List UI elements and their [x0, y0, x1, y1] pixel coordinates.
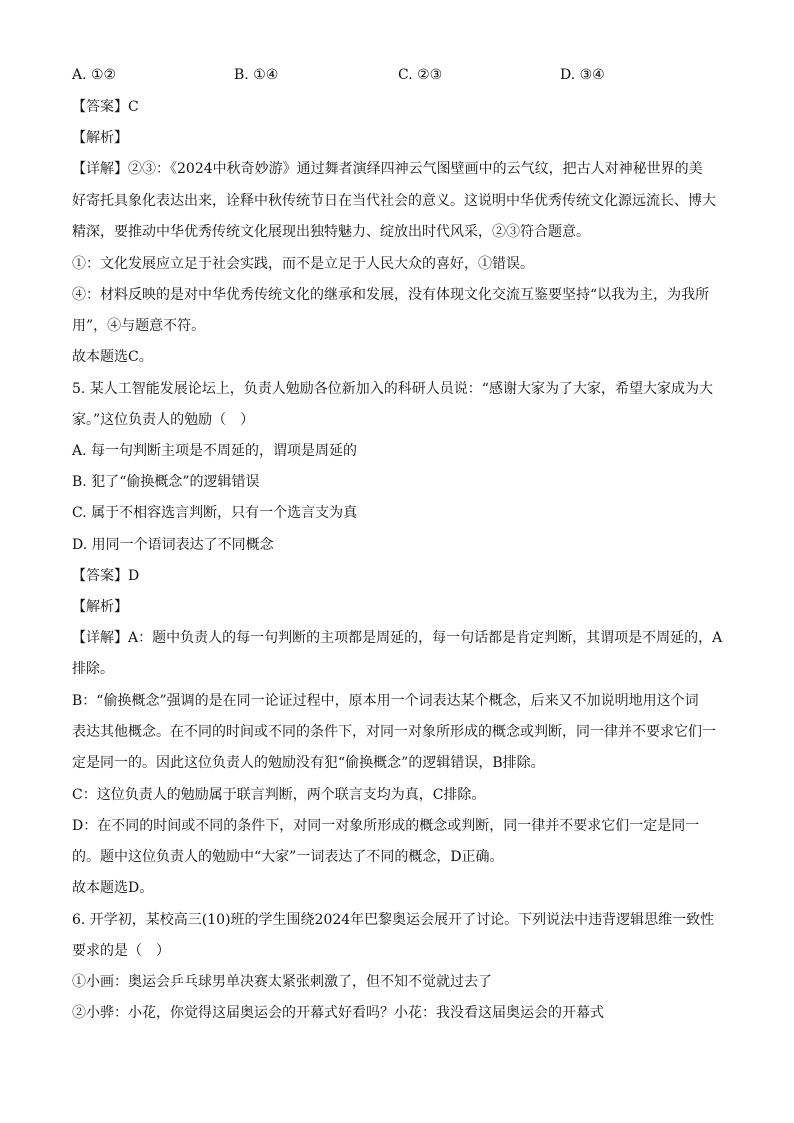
prev-question-options [72, 66, 722, 84]
option-d: D. 用同一个语词表达了不同概念 [72, 537, 274, 553]
detail-line: 排除。 [72, 661, 114, 677]
detail-line: D：在不同的时间或不同的条件下，对同一对象所形成的概念或判断，同一律并不要求它们一定是同一 [72, 818, 700, 834]
statement-item: ②小骅：小花，你觉得这届奥运会的开幕式好看吗？小花：我没看这届奥运会的开幕式 [72, 1005, 604, 1021]
detail-line: 【详解】②③：《2024中秋奇妙游》通过舞者演绎四神云气图壁画中的云气纹，把古人对神秘世界的美 [72, 161, 703, 177]
conclusion-line: 故本题选C。 [72, 349, 153, 365]
conclusion-line: 故本题选D。 [72, 880, 154, 896]
option-c: C. ②③ [398, 67, 443, 83]
question-stem: 6. 开学初，某校高三(10)班的学生围绕2024年巴黎奥运会展开了讨论。下列说法中违背逻辑思维一致性 [72, 912, 715, 928]
detail-line: 的。题中这位负责人的勉励中“大家”一词表达了不同的概念，D正确。 [72, 849, 504, 865]
detail-line: 用”，④与题意不符。 [72, 318, 206, 334]
detail-line: 表达其他概念。在不同的时间或不同的条件下，对同一对象所形成的概念或判断，同一律并不要求它们一 [72, 724, 716, 740]
detail-line: 好寄托具象化表达出来，诠释中秋传统节日在当代社会的意义。这说明中华优秀传统文化源远流长、博大 [72, 193, 716, 209]
answer-label: 【答案】D [72, 568, 140, 584]
question-stem: 要求的是（ ） [72, 943, 170, 959]
option-d: D. ③④ [560, 67, 605, 83]
detail-line: 定是同一的。因此这位负责人的勉励没有犯“偷换概念”的逻辑错误，B排除。 [72, 755, 545, 771]
question-stem: 家。”这位负责人的勉励（ ） [72, 412, 255, 428]
analysis-label: 【解析】 [72, 599, 128, 615]
detail-line: C：这位负责人的勉励属于联言判断，两个联言支均为真，C排除。 [72, 787, 486, 803]
detail-line: ①：文化发展应立足于社会实践，而不是立足于人民大众的喜好，①错误。 [72, 256, 534, 272]
option-b: B. 犯了“偷换概念”的逻辑错误 [72, 474, 260, 490]
question-stem: 5. 某人工智能发展论坛上，负责人勉励各位新加入的科研人员说：“感谢大家为了大家，希望大家成为大 [72, 381, 713, 397]
answer-label: 【答案】C [72, 99, 139, 115]
option-b: B. ①④ [234, 67, 279, 83]
detail-line: B：“偷换概念”强调的是在同一论证过程中，原本用一个词表达某个概念，后来又不加说明地用这个词 [72, 693, 699, 709]
detail-line: 精深，要推动中华优秀传统文化展现出独特魅力、绽放出时代风采，②③符合题意。 [72, 224, 590, 240]
detail-line: 【详解】A：题中负责人的每一句判断的主项都是周延的，每一句话都是肯定判断，其谓项是不周延的，A [72, 630, 723, 646]
statement-item: ①小画：奥运会乒乓球男单决赛太紧张刺激了，但不知不觉就过去了 [72, 974, 492, 990]
option-c: C. 属于不相容选言判断，只有一个选言支为真 [72, 505, 358, 521]
detail-line: ④：材料反映的是对中华优秀传统文化的继承和发展，没有体现文化交流互鉴要坚持“以我为主，为我所 [72, 287, 710, 303]
analysis-label: 【解析】 [72, 130, 128, 146]
option-a: A. ①② [72, 67, 117, 83]
option-a: A. 每一句判断主项是不周延的，谓项是周延的 [72, 443, 358, 459]
